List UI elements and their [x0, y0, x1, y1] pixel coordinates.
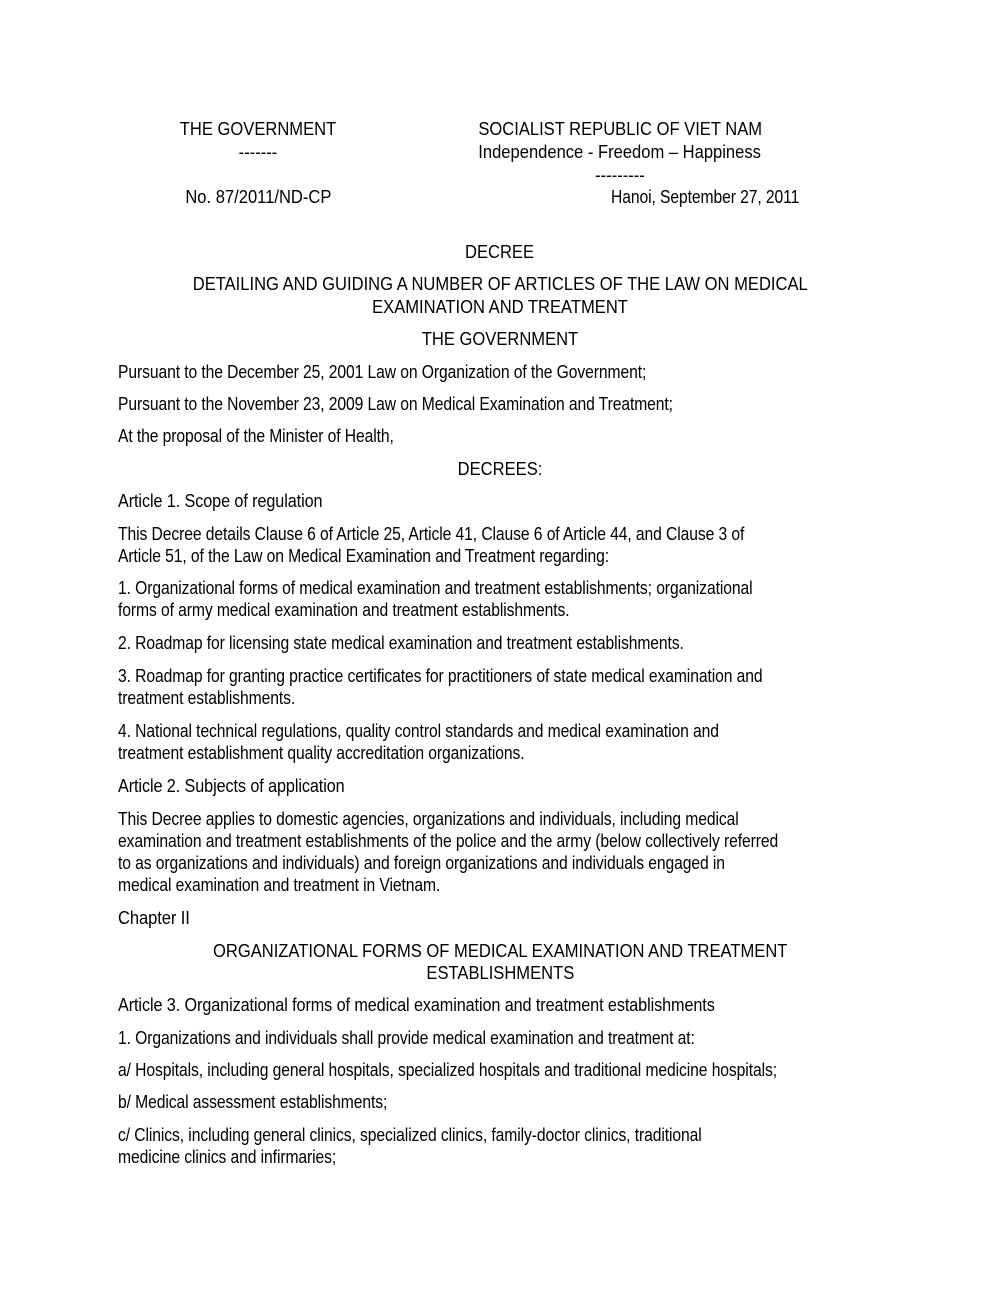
article-1-item-4-cont: treatment establishment quality accreditation organizations.	[118, 743, 525, 763]
decree-subject-line2: EXAMINATION AND TREATMENT	[372, 297, 628, 317]
article-3-point-b: b/ Medical assessment establishments;	[118, 1092, 388, 1112]
article-1-item-1-cont: forms of army medical examination and treatment establishments.	[118, 600, 570, 620]
article-1-item-2: 2. Roadmap for licensing state medical examination and treatment establishments.	[118, 633, 684, 653]
place-and-date: Hanoi, September 27, 2011	[611, 187, 800, 207]
article-1-item-3: 3. Roadmap for granting practice certificates for practitioners of state medical examination and	[118, 666, 763, 686]
chapter-title-line1: ORGANIZATIONAL FORMS OF MEDICAL EXAMINATION AND TREATMENT	[212, 941, 788, 961]
preamble-line: At the proposal of the Minister of Health,	[118, 426, 394, 446]
article-3-point-c-cont: medicine clinics and infirmaries;	[118, 1147, 337, 1167]
article-2-body-line: medical examination and treatment in Vietnam.	[118, 875, 441, 895]
article-3-point-c: c/ Clinics, including general clinics, specialized clinics, family-doctor clinics, traditional	[118, 1125, 702, 1145]
decrees-label: DECREES:	[457, 459, 543, 479]
state-name: SOCIALIST REPUBLIC OF VIET NAM	[478, 119, 762, 139]
article-1-heading: Article 1. Scope of regulation	[118, 491, 323, 511]
national-motto: Independence - Freedom – Happiness	[478, 142, 762, 162]
article-1-intro-line: This Decree details Clause 6 of Article 25, Article 41, Clause 6 of Article 44, and Clause 3 of	[118, 524, 745, 544]
article-3-clause-1: 1. Organizations and individuals shall provide medical examination and treatment at:	[118, 1028, 695, 1048]
chapter-label: Chapter II	[118, 908, 190, 928]
article-1-item-4: 4. National technical regulations, quality control standards and medical examination and	[118, 721, 719, 741]
article-1-item-3-cont: treatment establishments.	[118, 688, 296, 708]
preamble-line: Pursuant to the December 25, 2001 Law on Organization of the Government;	[118, 362, 647, 382]
document-type: DECREE	[465, 242, 535, 262]
issuer-name: THE GOVERNMENT	[179, 119, 337, 139]
article-3-point-a: a/ Hospitals, including general hospitals, specialized hospitals and traditional medicine hospitals;	[118, 1060, 777, 1080]
issuer-divider: -------	[238, 142, 278, 162]
decree-number: No. 87/2011/ND-CP	[184, 187, 332, 207]
article-2-body-line: This Decree applies to domestic agencies, organizations and individuals, including medical	[118, 809, 739, 829]
issuing-authority: THE GOVERNMENT	[421, 329, 579, 349]
article-1-item-1: 1. Organizational forms of medical examination and treatment establishments; organizational	[118, 578, 753, 598]
preamble-line: Pursuant to the November 23, 2009 Law on Medical Examination and Treatment;	[118, 394, 673, 414]
article-2-heading: Article 2. Subjects of application	[118, 776, 345, 796]
article-2-body-line: to as organizations and individuals) and foreign organizations and individuals engaged in	[118, 853, 725, 873]
decree-subject-line1: DETAILING AND GUIDING A NUMBER OF ARTICLES OF THE LAW ON MEDICAL	[192, 274, 808, 294]
article-2-body-line: examination and treatment establishments of the police and the army (below collectively referred	[118, 831, 779, 851]
article-1-intro-line: Article 51, of the Law on Medical Examination and Treatment regarding:	[118, 546, 609, 566]
article-3-heading: Article 3. Organizational forms of medical examination and treatment establishments	[118, 995, 715, 1015]
motto-divider: ---------	[595, 165, 645, 185]
chapter-title-line2: ESTABLISHMENTS	[426, 963, 574, 983]
